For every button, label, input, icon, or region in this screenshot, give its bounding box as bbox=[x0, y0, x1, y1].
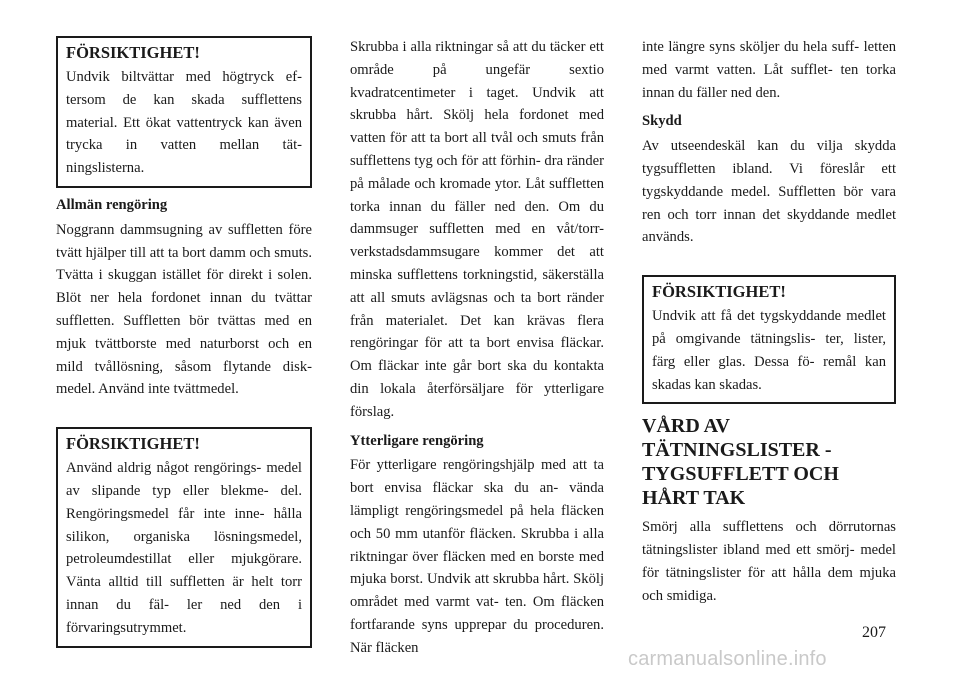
caution-text: Undvik att få det tygskyddande medlet på omgivande tätningslis- ter, lister, färg eller glas. Dessa fö- remål kan skadas kan skadas. bbox=[652, 308, 886, 393]
section-title-seal-care: VÅRD AV TÄTNINGSLISTER - TYGSUFFLETT OCH HÅRT TAK bbox=[642, 415, 839, 510]
caution-title: FÖRSIKTIGHET! bbox=[66, 43, 200, 62]
column-middle bbox=[350, 36, 604, 660]
heading-general-cleaning: Allmän rengöring bbox=[56, 196, 168, 213]
page-number: 207 bbox=[862, 624, 886, 641]
caution-text: Undvik biltvättar med högtryck ef- tersom de kan skada sufflettens material. Ett ökat vattentryck kan även trycka in vatten mellan tät- ningslisterna. bbox=[66, 69, 302, 177]
paragraph-additional-cleaning: För ytterligare rengöringshjälp med att ta bort envisa fläckar ska du an- vända lämpligt rengöringsmedel på hela fläcken och 50 mm utanför fläcken. Skrubba i alla riktningar över fläcken med en borste med mjuka borst. Undvik att skrubba hårt. Skölj området med varmt vat- ten. Om fläcken fortfarande syns upprepar du proceduren. När fläcken bbox=[350, 457, 604, 656]
paragraph-protection: Av utseendeskäl kan du vilja skydda tygsuffletten ibland. Vi föreslår ett tygskyddande medel. Suffletten bör vara ren och torr innan det skyddande medlet används. bbox=[642, 138, 896, 246]
paragraph-general-cleaning: Noggrann dammsugning av suffletten före tvätt hjälper till att ta bort damm och smuts. Tvätta i skuggan istället för direkt i solen. Blöt ner hela fordonet innan du tvättar suffletten. Suffletten bör tvättas med en mjuk tvättborste med naturborst och en mild tvållösning, såsom flytande disk- medel. Använd inte tvättmedel. bbox=[56, 221, 312, 398]
heading-protection: Skydd bbox=[642, 113, 682, 130]
caution-title: FÖRSIKTIGHET! bbox=[66, 434, 200, 454]
caution-text: Använd aldrig något rengörings- medel av slipande typ eller blekme- del. Rengöringsmedel får inte inne- hålla silikon, organiska lösningsmedel, petroleumdestillat eller mjukgörare. Vänta alltid till suffletten är helt torr innan du fäl- ler ned den i förvaringsutrymmet. bbox=[66, 460, 302, 636]
paragraph-continued: inte längre syns sköljer du hela suff- letten med varmt vatten. Låt sufflet- ten torka innan du fäller ned den. bbox=[642, 39, 896, 101]
heading-additional-cleaning: Ytterligare rengöring bbox=[350, 432, 484, 449]
caution-box-car-wash bbox=[56, 36, 312, 188]
caution-title: FÖRSIKTIGHET! bbox=[652, 282, 786, 302]
caution-box-cleaning-agents bbox=[56, 427, 312, 647]
caution-box-protectant bbox=[642, 275, 896, 404]
column-right bbox=[642, 36, 896, 608]
paragraph-scrubbing: Skrubba i alla riktningar så att du täcker ett område på ungefär sextio kvadratcentimeter i taget. Undvik att skrubba hårt. Skölj hela fordonet med vatten för att ta bort all tvål och smuts från sufflettens tyg och för att förhin- dra ränder på målade och kromade ytor. Låt suffletten torka innan du fäller ned den. Om du dammsuger suffletten med en våt/torr- verkstadsdammsugare kommer det att minska sufflettens torkningstid, säkerställa att all smuts avlägsnas och ta bort ränder från materialet. Det kan krävas flera rengöringar för att ta bort envisa fläckar. Om fläckar inte går bort ska du kontakta din lokala återförsäljare för ytterligare förslag. bbox=[350, 39, 604, 420]
column-left bbox=[56, 36, 312, 648]
watermark: carmanualsonline.info bbox=[628, 648, 827, 670]
paragraph-seal-care: Smörj alla sufflettens och dörrutornas tätningslister ibland med ett smörj- medel för tätningslister för att hålla dem mjuka och smidiga. bbox=[642, 519, 896, 604]
